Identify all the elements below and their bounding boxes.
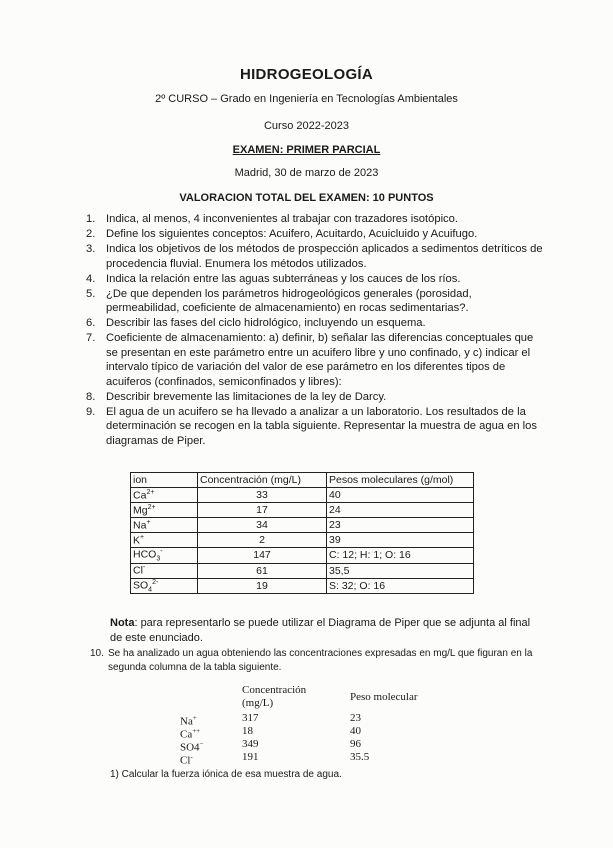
- table-row: [131, 488, 474, 503]
- molecular-weight-cell: 23: [327, 518, 474, 533]
- ion-cell: $Ca^{2+}$: [131, 488, 198, 503]
- concentration-header: Concentración (mg/L): [242, 684, 307, 709]
- molecular-weight-cell: 35,5: [327, 563, 474, 578]
- molecular-weight-cell: S: 32; O: 16: [327, 578, 474, 594]
- question-number: 6.: [86, 317, 96, 329]
- table-row: [131, 503, 474, 518]
- question-item: [86, 272, 546, 287]
- concentration-table: [180, 684, 440, 770]
- ion-cell: $HCO_3^-$: [131, 548, 198, 564]
- question-text: Indica los objetivos de los métodos de prospección aplicados a sedimentos detríticos de procedencia fluvial. Enumera los métodos utilizados.: [106, 243, 543, 270]
- ion-cell: K+: [131, 533, 198, 548]
- exam-date: Madrid, 30 de marzo de 2023: [234, 167, 379, 179]
- ion-cell: Ca++: [180, 727, 201, 741]
- question-item: [90, 647, 550, 675]
- table-header-row: [131, 473, 474, 488]
- question-item: [86, 316, 546, 331]
- ion-cell: SO4−: [180, 740, 204, 754]
- question-text: El agua de un acuifero se ha llevado a analizar a un laboratorio. Los resultados de la determinación se recogen en la tabla siguiente. Representar la muestra de agua en los diagramas de Piper.: [106, 405, 537, 447]
- question-text: Indica, al menos, 4 inconvenientes al trabajar con trazadores isotópico.: [106, 213, 458, 225]
- ion-cell: $SO_4^{2-}$: [131, 578, 198, 594]
- ion-cell: Na+: [180, 714, 197, 728]
- note-text: : para representarlo se puede utilizar el Diagrama de Piper que se adjunta al final de este enunciado.: [110, 617, 531, 644]
- question-text: Indica la relación entre las aguas subterráneas y los cauces de los ríos.: [106, 272, 461, 285]
- molecular-weight-cell: 35.5: [350, 751, 370, 763]
- question-text: ¿De que dependen los parámetros hidrogeológicos generales (porosidad, permeabilidad, coeficiente de almacenamiento) en rocas sedimentarias?.: [106, 287, 472, 314]
- question-number: 8.: [86, 390, 96, 403]
- table-row: [131, 548, 474, 564]
- question-number: 3.: [86, 243, 96, 255]
- question-item: [86, 405, 546, 449]
- question-number: 1.: [86, 213, 96, 225]
- question-item: [86, 287, 546, 316]
- column-header: Concentración (mg/L): [198, 473, 327, 488]
- page-title: HIDROGEOLOGÍA: [239, 66, 374, 83]
- course-subtitle: 2º CURSO – Grado en Ingeniería en Tecnologías Ambientales: [155, 93, 458, 105]
- concentration-cell: 34: [198, 518, 327, 533]
- question-number: 2.: [86, 228, 96, 240]
- ion-cell: $Mg^{2+}$: [131, 503, 198, 518]
- concentration-cell: 19: [198, 578, 327, 594]
- question-text: Describir las fases del ciclo hidrológico, incluyendo un esquema.: [106, 317, 426, 329]
- table-row: [131, 533, 474, 548]
- table-row: [131, 518, 474, 533]
- total-score: VALORACION TOTAL DEL EXAMEN: 10 PUNTOS: [179, 192, 434, 204]
- molecular-weight-cell: 24: [327, 503, 474, 518]
- question-number: 9.: [86, 405, 96, 418]
- table-row: [131, 563, 474, 578]
- ion-table: [130, 472, 474, 594]
- question-list: [86, 212, 546, 449]
- question-number: 4.: [86, 272, 96, 285]
- molecular-weight-header: Peso molecular: [350, 691, 418, 703]
- question-item: [86, 227, 546, 242]
- ion-cell: Na+: [131, 518, 198, 533]
- exam-heading: EXAMEN: PRIMER PARCIAL: [232, 144, 381, 156]
- concentration-cell: 33: [198, 488, 327, 503]
- concentration-cell: 18: [242, 725, 253, 737]
- question-text: Describir brevemente las limitaciones de la ley de Darcy.: [106, 390, 387, 403]
- concentration-cell: 191: [242, 751, 259, 763]
- molecular-weight-cell: 40: [327, 488, 474, 503]
- question-text: Se ha analizado un agua obteniendo las concentraciones expresadas en mg/L que figuran en la segunda columna de la tabla siguiente.: [108, 648, 533, 673]
- final-question: 1) Calcular la fuerza iónica de esa muestra de agua.: [110, 769, 342, 780]
- question-item: [86, 331, 546, 389]
- academic-year: Curso 2022-2023: [263, 120, 349, 132]
- column-header: Pesos moleculares (g/mol): [327, 473, 474, 488]
- concentration-cell: 61: [198, 563, 327, 578]
- question-number: 10.: [90, 648, 104, 659]
- question-number: 5.: [86, 287, 96, 300]
- ion-cell: Cl-: [180, 753, 193, 767]
- question-item: [86, 390, 546, 405]
- molecular-weight-cell: 39: [327, 533, 474, 548]
- question-item: [86, 212, 546, 227]
- molecular-weight-cell: C: 12; H: 1; O: 16: [327, 548, 474, 564]
- concentration-cell: 147: [198, 548, 327, 564]
- concentration-cell: 317: [242, 712, 259, 724]
- question-text: Coeficiente de almacenamiento: a) definir, b) señalar las diferencias conceptuales que se presentan en este parámetro entre un acuifero libre y uno confinado, y c) indicar el intervalo típico de variación del valor de ese parámetro en los diferentes tipos de acuiferos (confinados, semiconfinados y libres):: [106, 332, 534, 388]
- molecular-weight-cell: 23: [350, 712, 361, 724]
- question-number: 7.: [86, 332, 96, 344]
- note: [110, 616, 540, 645]
- question-item: [86, 242, 546, 271]
- concentration-cell: 17: [198, 503, 327, 518]
- ion-cell: Cl-: [131, 563, 198, 578]
- table-row: [131, 578, 474, 594]
- column-header: ion: [131, 473, 198, 488]
- molecular-weight-cell: 96: [350, 738, 361, 750]
- note-label: Nota: [110, 617, 135, 629]
- question-text: Define los siguientes conceptos: Acuifero, Acuitardo, Acuicluido y Acuifugo.: [106, 228, 478, 240]
- concentration-cell: 2: [198, 533, 327, 548]
- concentration-cell: 349: [242, 738, 259, 750]
- molecular-weight-cell: 40: [350, 725, 361, 737]
